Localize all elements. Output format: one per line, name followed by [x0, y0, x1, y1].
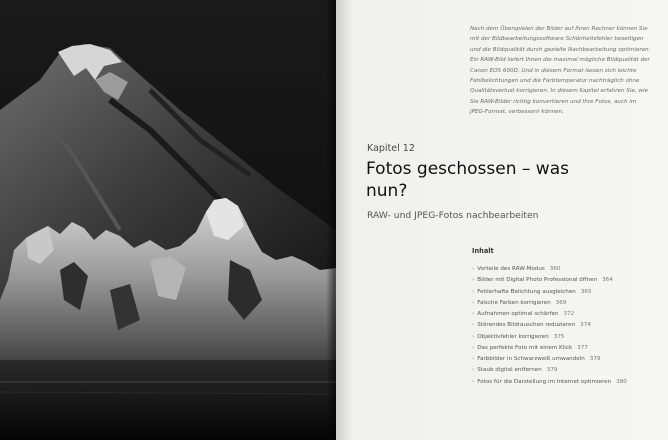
toc-item-page: 374 — [580, 322, 591, 329]
chapter-title: Fotos geschossen – was nun? — [366, 159, 569, 201]
toc-item — [472, 309, 662, 320]
toc-arrow-icon: › — [472, 288, 475, 295]
toc-item-page: 377 — [577, 344, 588, 351]
toc-item-title: Aufnahmen optimal schärfen — [477, 311, 559, 317]
toc-heading: Inhalt — [472, 247, 494, 255]
toc-item-page: 365 — [580, 288, 592, 295]
toc-item-title: Fehlerhafte Belichtung ausgleichen — [477, 288, 576, 295]
toc-item-page: 380 — [616, 378, 627, 385]
toc-arrow-icon: › — [472, 367, 475, 374]
toc-arrow-icon: › — [472, 299, 475, 306]
toc-item — [472, 298, 662, 309]
chapter-number: Kapitel 12 — [367, 143, 415, 154]
toc-item-title: Falsche Farben korrigieren — [477, 299, 551, 306]
toc-item-page: 379 — [589, 356, 601, 362]
toc-arrow-icon: › — [472, 378, 475, 385]
chapter-subtitle: RAW- und JPEG-Fotos nachbearbeiten — [367, 210, 539, 221]
toc-arrow-icon: › — [472, 344, 475, 351]
chapter-intro-text: Nach dem Überspielen der Bilder auf Ihren Rechner können Sie mit der Bildbearbeitungssoftware Schönheitsfehler beseitigen und die Bildqualität durch gezielte Nachbearbeitung optimieren. Ein RAW-Bild liefert Ihnen die maximal mögliche Bildqualität der Canon EOS 600D. Und in diesem Format lassen sich leichte Fehlbelichtungen und die Farbtemperatur nachträglich ohne Qualitätsverlust korrigieren. In diesem Kapitel erfahren Sie, wie Sie RAW-Bilder richtig konvertieren und Ihre Fotos, auch im JPEG-Format, verbessern können. — [470, 26, 651, 116]
toc-item-title: Störendes Bildrauschen reduzieren — [477, 322, 576, 329]
toc-item — [472, 287, 662, 298]
toc-item-page: 372 — [563, 311, 575, 317]
toc-item-title: Staub digital entfernen — [477, 367, 542, 374]
toc-arrow-icon: › — [472, 311, 475, 317]
toc-item-title: Farbbilder in Schwarzweiß umwandeln — [477, 356, 585, 362]
toc-item — [472, 377, 662, 388]
toc-arrow-icon: › — [472, 333, 475, 340]
toc-item-page: 379 — [546, 367, 558, 374]
toc-item-title: Vorteile des RAW-Modus — [477, 266, 545, 272]
toc-item — [472, 354, 662, 365]
toc-item-title: Das perfekte Foto mit einem Klick — [477, 344, 573, 351]
toc-item-title: Bilder mit Digital Photo Professional öffnen — [477, 277, 598, 284]
toc-item — [472, 264, 662, 275]
toc-arrow-icon: › — [472, 277, 475, 284]
table-of-contents — [472, 247, 662, 388]
toc-arrow-icon: › — [472, 266, 475, 272]
toc-item — [472, 332, 662, 343]
toc-item-title: Objektivfehler korrigieren — [477, 333, 549, 340]
toc-item-title: Fotos für die Darstellung im Internet optimieren — [477, 378, 612, 385]
toc-item — [472, 343, 662, 354]
toc-item-page: 360 — [549, 266, 561, 272]
toc-item-page: 369 — [555, 299, 567, 306]
toc-item — [472, 275, 662, 286]
toc-arrow-icon: › — [472, 356, 475, 362]
toc-item — [472, 365, 662, 376]
toc-item-page: 375 — [553, 333, 565, 340]
toc-arrow-icon: › — [472, 322, 475, 329]
toc-list — [472, 264, 662, 388]
toc-item — [472, 320, 662, 331]
toc-item-page: 364 — [602, 277, 613, 284]
